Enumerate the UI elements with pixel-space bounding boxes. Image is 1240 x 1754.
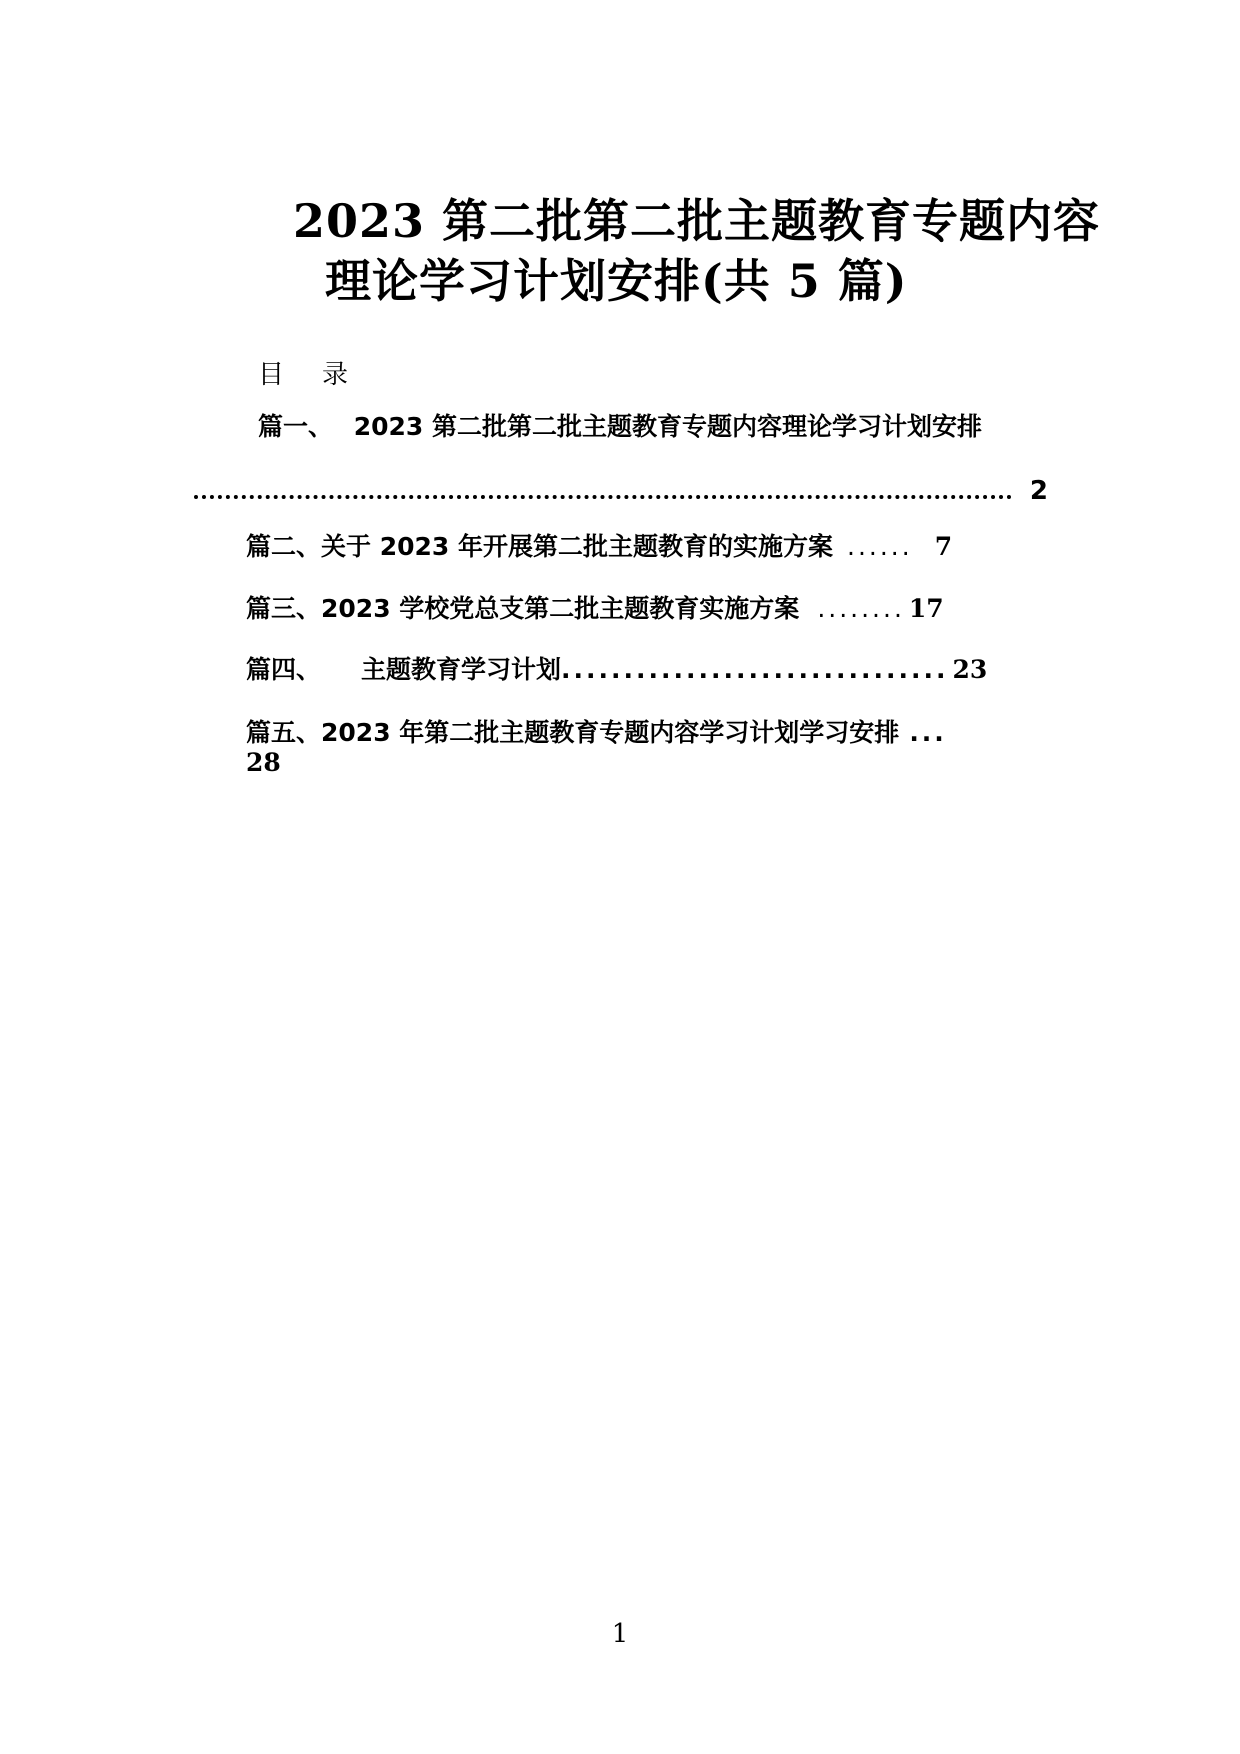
toc-entry-title: 2023 学校党总支第二批主题教育实施方案 — [321, 594, 800, 623]
toc-entry-page: 2 — [1029, 476, 1048, 506]
toc-entry-title: 2023 第二批第二批主题教育专题内容理论学习计划安排 — [353, 412, 983, 441]
toc-entry-page: 17 — [908, 594, 944, 623]
toc-entry-title: 主题教育学习计划 — [361, 655, 562, 684]
page-number: 1 — [611, 1619, 629, 1649]
document-title-line-1: 2023 第二批第二批主题教育专题内容 — [293, 194, 1101, 248]
toc-heading-right: 录 — [322, 360, 351, 390]
toc-entry-4[interactable] — [246, 657, 987, 682]
toc-entry-label: 篇三、 — [246, 594, 322, 623]
document-title-line-2: 理论学习计划安排(共 5 篇) — [325, 254, 908, 308]
toc-entry-3[interactable] — [246, 596, 944, 621]
toc-entry-2[interactable] — [246, 534, 952, 559]
toc-entry-title: 2023 年第二批主题教育专题内容学习计划学习安排 — [321, 718, 900, 747]
dotted-leader: ... — [909, 718, 947, 747]
toc-entry-label: 篇二、 — [246, 532, 322, 561]
toc-entry-5-page: 28 — [246, 748, 281, 777]
dotted-leader: ........ — [817, 594, 905, 623]
dotted-leader: ...... — [847, 532, 913, 561]
toc-entry-title: 关于 2023 年开展第二批主题教育的实施方案 — [321, 532, 834, 561]
dotted-leader: ............................... — [561, 655, 949, 684]
toc-entry-5[interactable] — [246, 720, 947, 745]
toc-entry-label: 篇四、 — [246, 655, 322, 684]
dotted-leader — [194, 495, 1012, 499]
toc-heading — [258, 354, 350, 391]
toc-entry-label: 篇五、 — [246, 718, 322, 747]
toc-heading-left: 目 — [258, 360, 287, 390]
toc-entry-label: 篇一、 — [258, 412, 334, 441]
toc-entry-page: 7 — [934, 532, 953, 561]
toc-entry-page: 23 — [952, 655, 988, 684]
toc-entry-1-leader — [194, 476, 1048, 506]
toc-entry-1[interactable] — [258, 414, 982, 439]
